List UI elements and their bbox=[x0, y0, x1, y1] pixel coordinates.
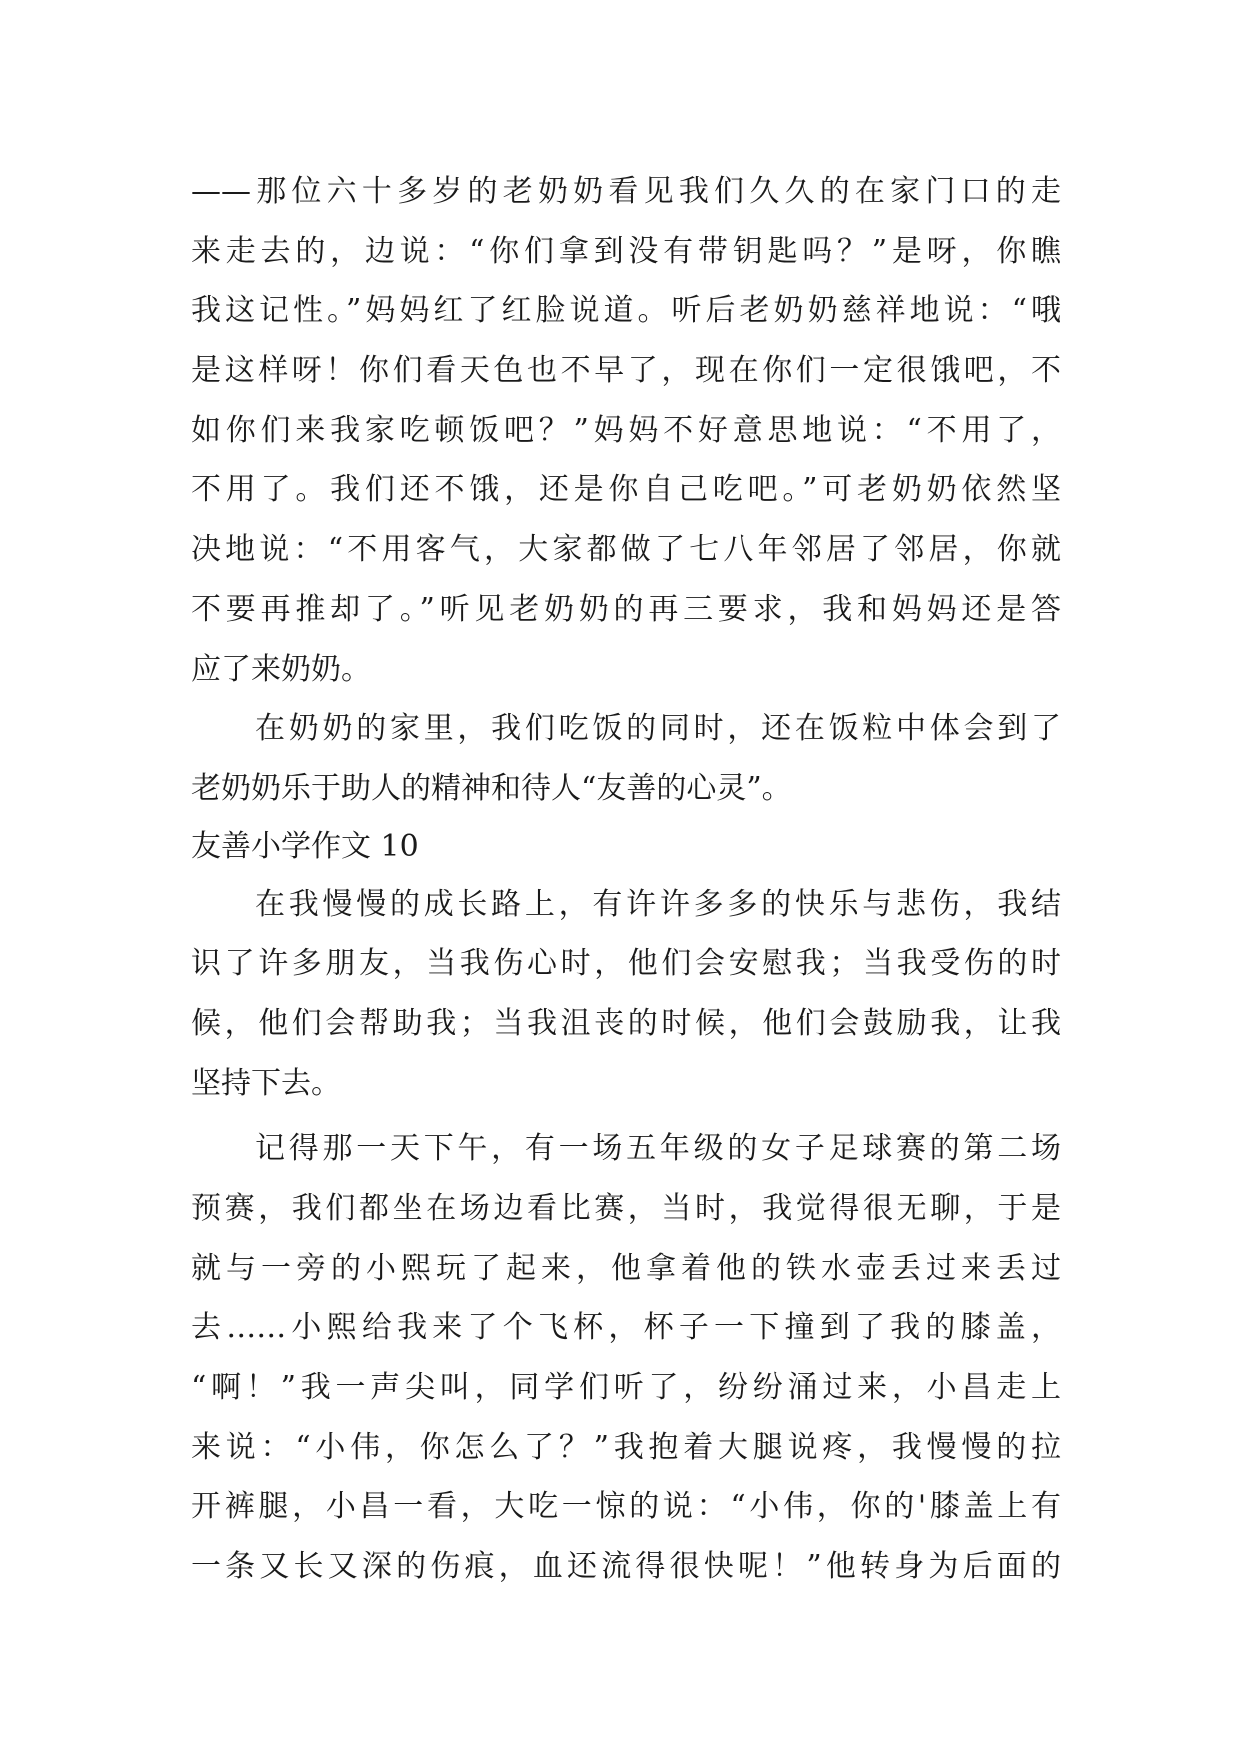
text-line: 候，他们会帮助我；当我沮丧的时候，他们会鼓励我，让我 bbox=[191, 1005, 1061, 1041]
text-line: 一条又长又深的伤痕，血还流得很快呢！”他转身为后面的 bbox=[191, 1549, 1061, 1585]
text-line: 我这记性。”妈妈红了红脸说道。听后老奶奶慈祥地说：“哦 bbox=[191, 293, 1061, 329]
text-line: 就与一旁的小熙玩了起来，他拿着他的铁水壶丢过来丢过 bbox=[191, 1250, 1061, 1286]
text-line: 识了许多朋友，当我伤心时，他们会安慰我；当我受伤的时 bbox=[191, 946, 1061, 982]
paragraph bbox=[191, 699, 1061, 818]
text-line: “啊！”我一声尖叫，同学们听了，纷纷涌过来，小昌走上 bbox=[191, 1370, 1061, 1406]
text-line: 预赛，我们都坐在场边看比赛，当时，我觉得很无聊，于是 bbox=[191, 1191, 1061, 1226]
text-line: 不要再推却了。”听见老奶奶的再三要求，我和妈妈还是答 bbox=[191, 591, 1061, 627]
paragraph bbox=[191, 1119, 1061, 1597]
text-line: 记得那一天下午，有一场五年级的女子足球赛的第二场 bbox=[255, 1131, 1061, 1167]
text-line: 是这样呀！你们看天色也不早了，现在你们一定很饿吧，不 bbox=[191, 353, 1061, 389]
document-body bbox=[191, 162, 1061, 1597]
text-line: 老奶奶乐于助人的精神和待人“友善的心灵”。 bbox=[191, 770, 792, 806]
paragraph bbox=[191, 875, 1061, 1114]
section-heading bbox=[191, 819, 1061, 875]
text-line: 如你们来我家吃顿饭吧？”妈妈不好意思地说：“不用了， bbox=[191, 412, 1061, 448]
text-line: 坚持下去。 bbox=[191, 1065, 341, 1101]
heading-text: 友善小学作文 10 bbox=[191, 828, 419, 864]
text-line: 开裤腿，小昌一看，大吃一惊的说：“小伟，你的'膝盖上有 bbox=[191, 1489, 1061, 1525]
text-line: 不用了。我们还不饿，还是你自己吃吧。”可老奶奶依然坚 bbox=[191, 472, 1061, 508]
text-line: 来说：“小伟，你怎么了？”我抱着大腿说疼，我慢慢的拉 bbox=[191, 1429, 1061, 1465]
text-line: 来走去的，边说：“你们拿到没有带钥匙吗？”是呀，你瞧 bbox=[191, 233, 1061, 269]
text-line: 应了来奶奶。 bbox=[191, 651, 371, 687]
text-line: 在我慢慢的成长路上，有许许多多的快乐与悲伤，我结 bbox=[255, 886, 1061, 922]
text-line: 在奶奶的家里，我们吃饭的同时，还在饭粒中体会到了 bbox=[255, 711, 1061, 747]
paragraph bbox=[191, 162, 1061, 699]
text-line: 决地说：“不用客气，大家都做了七八年邻居了邻居，你就 bbox=[191, 532, 1061, 568]
text-line: 去……小熙给我来了个飞杯，杯子一下撞到了我的膝盖， bbox=[191, 1310, 1061, 1346]
text-line: ——那位六十多岁的老奶奶看见我们久久的在家门口的走 bbox=[191, 174, 1061, 209]
